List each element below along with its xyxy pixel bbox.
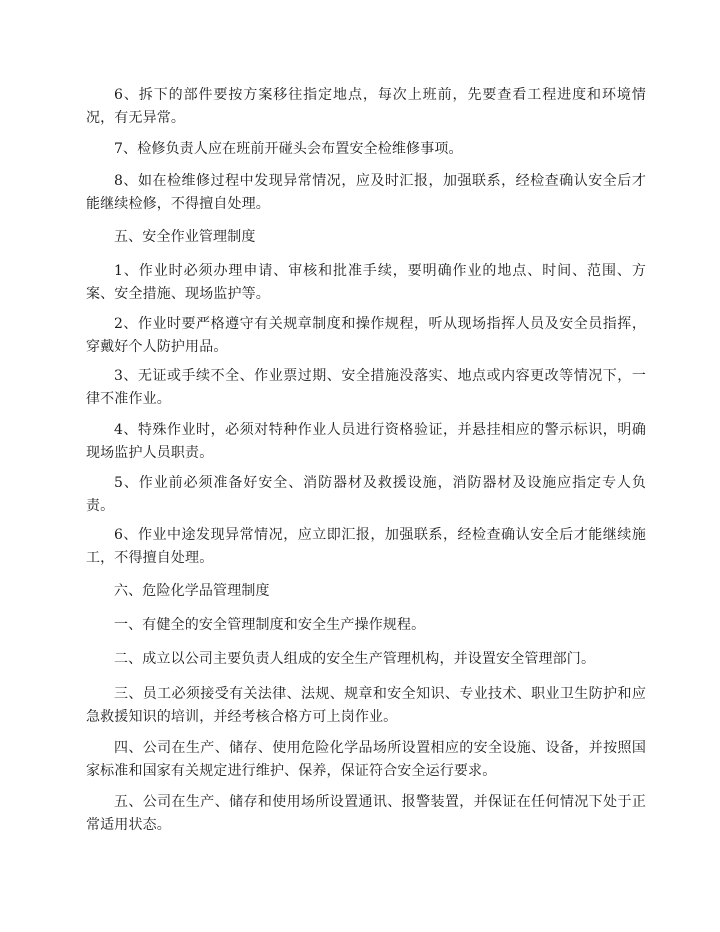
section-heading-hazardous-chemicals: 六、危险化学品管理制度 bbox=[114, 583, 270, 599]
paragraph-operation-2-regulations: 2、作业时要严格遵守有关规章制度和操作规程，听从现场指挥人员及安全员指挥，穿戴好个人防护用品。 bbox=[86, 316, 646, 355]
paragraph-operation-4-special-work: 4、特殊作业时，必须对特种作业人员进行资格验证，并悬挂相应的警示标识，明确现场监护人员职责。 bbox=[86, 422, 646, 461]
paragraph-item-8-abnormal-report: 8、如在检维修过程中发现异常情况，应及时汇报，加强联系，经检查确认安全后才能继续检修，不得擅自处理。 bbox=[86, 173, 646, 212]
paragraph-operation-5-fire-equipment: 5、作业前必须准备好安全、消防器材及救援设施，消防器材及设施应指定专人负责。 bbox=[86, 475, 646, 514]
paragraph-item-7-repair-meeting: 7、检修负责人应在班前开碰头会布置安全检维修事项。 bbox=[114, 141, 463, 157]
paragraph-chem-4-facilities: 四、公司在生产、储存、使用危险化学品场所设置相应的安全设施、设备，并按照国家标准和国家有关规定进行维护、保养，保证符合安全运行要求。 bbox=[86, 740, 646, 779]
paragraph-chem-2-organization: 二、成立以公司主要负责人组成的安全生产管理机构，并设置安全管理部门。 bbox=[114, 651, 596, 667]
paragraph-operation-1-approval: 1、作业时必须办理申请、审核和批准手续，要明确作业的地点、时间、范围、方案、安全措施、现场监护等。 bbox=[86, 263, 646, 302]
paragraph-chem-3-training: 三、员工必须接受有关法律、法规、规章和安全知识、专业技术、职业卫生防护和应急救援知识的培训，并经考核合格方可上岗作业。 bbox=[86, 686, 646, 725]
paragraph-operation-6-abnormal: 6、作业中途发现异常情况，应立即汇报，加强联系，经检查确认安全后才能继续施工，不得擅自处理。 bbox=[86, 527, 646, 566]
section-heading-safe-operation: 五、安全作业管理制度 bbox=[114, 229, 256, 245]
paragraph-chem-5-alarms: 五、公司在生产、储存和使用场所设置通讯、报警装置，并保证在任何情况下处于正常适用状态。 bbox=[86, 794, 646, 833]
paragraph-chem-1-rules: 一、有健全的安全管理制度和安全生产操作规程。 bbox=[114, 617, 426, 633]
paragraph-operation-3-no-permit: 3、无证或手续不全、作业票过期、安全措施没落实、地点或内容更改等情况下，一律不准作业。 bbox=[86, 368, 646, 407]
paragraph-item-6-dismantled-parts: 6、拆下的部件要按方案移往指定地点，每次上班前，先要查看工程进度和环境情况，有无异常。 bbox=[86, 87, 646, 126]
